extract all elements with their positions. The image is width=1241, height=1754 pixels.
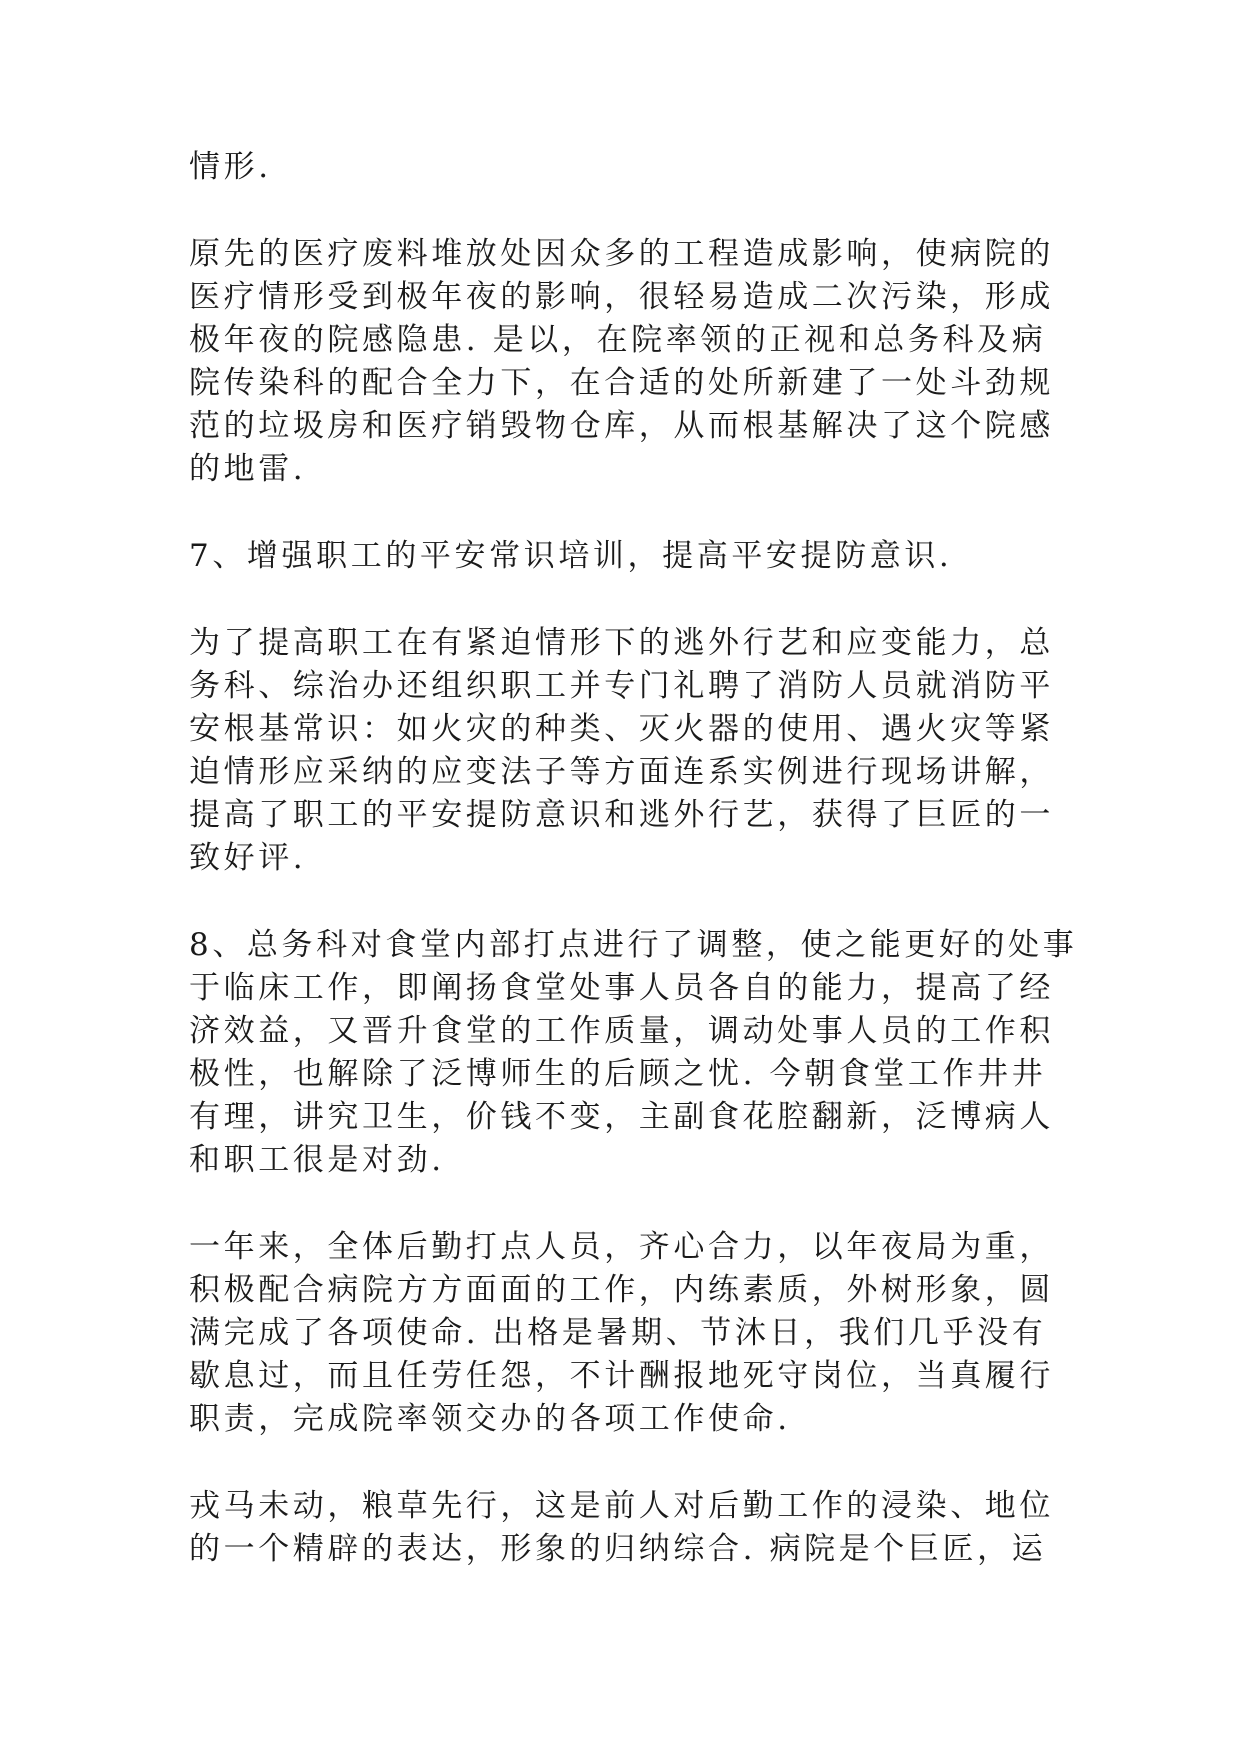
paragraph-gap bbox=[189, 491, 1069, 535]
text-line: 提高了职工的平安提防意识和逃外行艺，获得了巨匠的一 bbox=[189, 797, 1054, 833]
paragraph bbox=[189, 1485, 1069, 1571]
text-line: 7、增强职工的平安常识培训，提高平安提防意识. bbox=[189, 538, 953, 574]
paragraph bbox=[189, 622, 1069, 880]
text-line: 为了提高职工在有紧迫情形下的逃外行艺和应变能力，总 bbox=[189, 625, 1054, 661]
paragraph-gap bbox=[189, 1441, 1069, 1485]
text-line: 积极配合病院方方面面的工作，内练素质，外树形象，圆 bbox=[189, 1272, 1054, 1308]
text-line: 于临床工作，即阐扬食堂处事人员各自的能力，提高了经 bbox=[189, 970, 1054, 1006]
text-line: 范的垃圾房和医疗销毁物仓库，从而根基解决了这个院感 bbox=[189, 408, 1054, 444]
text-line: 的地雷. bbox=[189, 451, 307, 487]
paragraph-gap bbox=[189, 189, 1069, 233]
text-line: 致好评. bbox=[189, 840, 307, 876]
text-line: 职责，完成院率领交办的各项工作使命. bbox=[189, 1401, 791, 1437]
text-line: 和职工很是对劲. bbox=[189, 1142, 445, 1178]
paragraph-gap bbox=[189, 1182, 1069, 1226]
paragraph bbox=[189, 924, 1078, 1182]
text-line: 安根基常识：如火灾的种类、灭火器的使用、遇火灾等紧 bbox=[189, 711, 1054, 747]
paragraph bbox=[189, 146, 1069, 189]
text-line: 济效益，又晋升食堂的工作质量，调动处事人员的工作积 bbox=[189, 1013, 1054, 1049]
text-line: 有理，讲究卫生，价钱不变，主副食花腔翻新，泛博病人 bbox=[189, 1099, 1054, 1135]
paragraph bbox=[189, 1226, 1069, 1441]
paragraph bbox=[189, 233, 1069, 491]
text-line: 一年来，全体后勤打点人员，齐心合力，以年夜局为重， bbox=[189, 1229, 1054, 1265]
text-line: 医疗情形受到极年夜的影响，很轻易造成二次污染，形成 bbox=[189, 279, 1054, 315]
text-line: 歇息过，而且任劳任怨，不计酬报地死守岗位，当真履行 bbox=[189, 1358, 1054, 1394]
paragraph-heading bbox=[189, 535, 1069, 578]
text-line: 极性，也解除了泛博师生的后顾之忧. 今朝食堂工作井井 bbox=[189, 1056, 1047, 1092]
paragraph-gap bbox=[189, 578, 1069, 622]
text-line: 的一个精辟的表达，形象的归纳综合. 病院是个巨匠，运 bbox=[189, 1531, 1047, 1567]
text-line: 戎马未动，粮草先行，这是前人对后勤工作的浸染、地位 bbox=[189, 1488, 1054, 1524]
text-line: 务科、综治办还组织职工并专门礼聘了消防人员就消防平 bbox=[189, 668, 1054, 704]
text-line: 满完成了各项使命. 出格是暑期、节沐日，我们几乎没有 bbox=[189, 1315, 1047, 1351]
text-line: 院传染科的配合全力下，在合适的处所新建了一处斗劲规 bbox=[189, 365, 1054, 401]
document-body bbox=[189, 146, 1078, 1571]
text-line: 迫情形应采纳的应变法子等方面连系实例进行现场讲解， bbox=[189, 754, 1054, 790]
text-line: 8、总务科对食堂内部打点进行了调整，使之能更好的处事 bbox=[189, 927, 1078, 963]
paragraph-gap bbox=[189, 880, 1069, 924]
text-line: 极年夜的院感隐患. 是以，在院率领的正视和总务科及病 bbox=[189, 322, 1047, 358]
text-line: 原先的医疗废料堆放处因众多的工程造成影响，使病院的 bbox=[189, 236, 1054, 272]
text-line: 情形. bbox=[189, 149, 272, 185]
